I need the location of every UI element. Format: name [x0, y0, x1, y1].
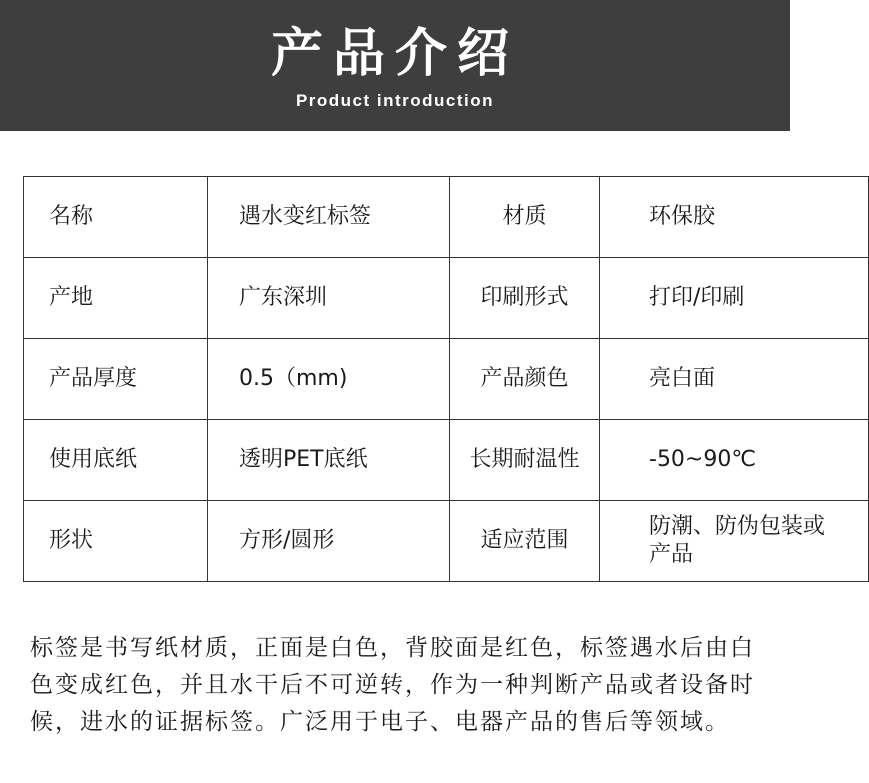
spec-value: 打印/印刷 — [600, 258, 869, 339]
spec-label: 长期耐温性 — [450, 420, 600, 501]
product-description: 标签是书写纸材质，正面是白色，背胶面是红色，标签遇水后由白色变成红色，并且水干后不可逆转，作为一种判断产品或者设备时候，进水的证据标签。广泛用于电子、电器产品的售后等领域。 — [30, 635, 755, 735]
spec-label: 使用底纸 — [24, 420, 208, 501]
spec-value: 透明PET底纸 — [208, 420, 450, 501]
spec-value: 广东深圳 — [208, 258, 450, 339]
spec-value: 防潮、防伪包装或产品 — [600, 501, 869, 582]
spec-label: 材质 — [450, 177, 600, 258]
spec-label: 适应范围 — [450, 501, 600, 582]
spec-value: 环保胶 — [600, 177, 869, 258]
table-row — [24, 420, 869, 501]
spec-label: 产品颜色 — [450, 339, 600, 420]
spec-label: 印刷形式 — [450, 258, 600, 339]
page-subtitle: Product introduction — [295, 91, 495, 110]
table-row — [24, 177, 869, 258]
table-row — [24, 339, 869, 420]
spec-value: -50~90℃ — [600, 420, 869, 501]
spec-value: 方形/圆形 — [208, 501, 450, 582]
spec-label: 名称 — [24, 177, 208, 258]
spec-table — [23, 176, 869, 582]
spec-label: 产品厚度 — [24, 339, 208, 420]
spec-value: 亮白面 — [600, 339, 869, 420]
page-title: 产品介绍 — [270, 24, 519, 84]
table-row — [24, 501, 869, 582]
spec-value: 0.5（mm) — [208, 339, 450, 420]
spec-value: 遇水变红标签 — [208, 177, 450, 258]
spec-label: 形状 — [24, 501, 208, 582]
spec-label: 产地 — [24, 258, 208, 339]
table-row — [24, 258, 869, 339]
header-banner — [0, 0, 790, 131]
